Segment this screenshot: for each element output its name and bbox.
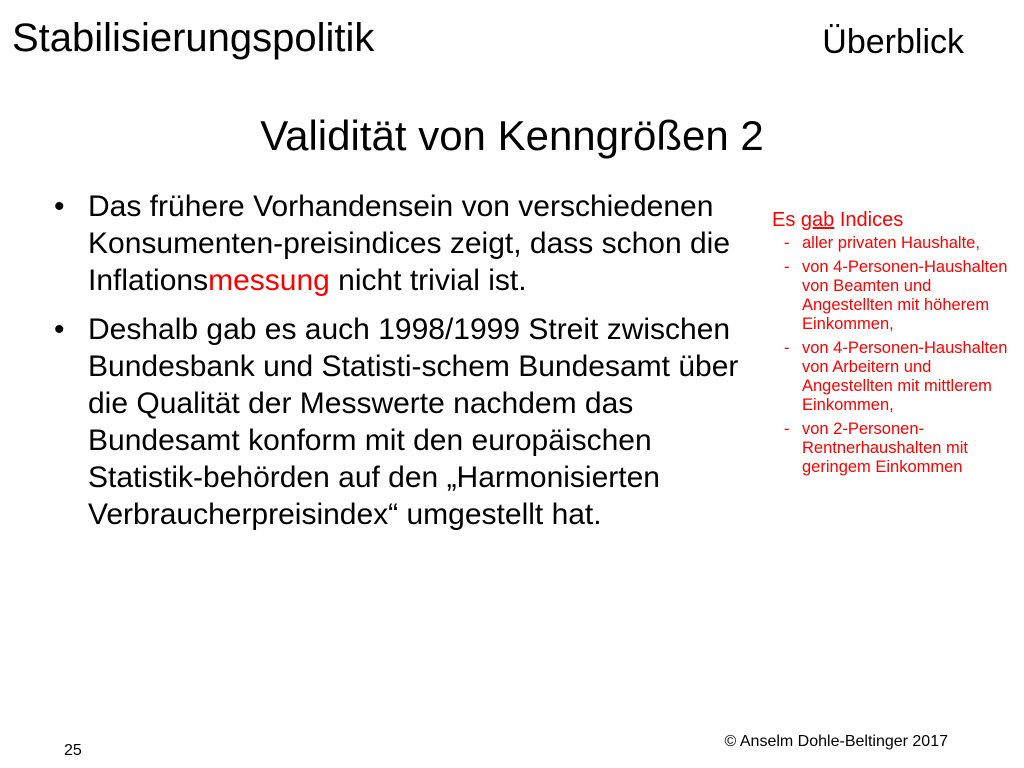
slide-title: Validität von Kenngrößen 2 xyxy=(260,112,764,159)
bullet-highlight: messung xyxy=(208,264,330,297)
bullet-text-after: nicht trivial ist. xyxy=(329,264,527,297)
sidebar-list-item xyxy=(772,234,1012,253)
sidebar-heading xyxy=(772,206,1012,234)
sidebar-item-text: von 4-Personen-Haushalten von Beamten und Angestellten mit höherem Einkommen, xyxy=(802,258,1008,333)
bullet-text: Deshalb gab es auch 1998/1999 Streit zwischen Bundesbank und Statisti-schem Bundesamt über die Qualität der Messwerte nachdem das Bundesamt konform mit den europäischen Statistik-behörden auf den „Harmonisierten Verbraucherpreisindex“ umgestellt hat. xyxy=(88,313,739,531)
sidebar-list-item xyxy=(772,420,1012,477)
sidebar-heading-underlined: gab xyxy=(800,209,835,231)
header-title: Stabilisierungspolitik xyxy=(12,16,375,60)
sidebar-heading-pre: Es xyxy=(772,209,801,231)
bullet-list xyxy=(46,188,746,545)
dash-icon: - xyxy=(784,420,790,438)
bullet-dot-icon: • xyxy=(54,313,65,346)
copyright-notice: © Anselm Dohle-Beltinger 2017 xyxy=(724,733,948,750)
bullet-item xyxy=(46,311,746,533)
sidebar-item-text: aller privaten Haushalte, xyxy=(802,234,980,252)
sidebar-list-item xyxy=(772,258,1012,334)
sidebar-item-text: von 4-Personen-Haushalten von Arbeitern und Angestellten mit mittlerem Einkommen, xyxy=(802,339,1008,414)
bullet-item xyxy=(46,188,746,299)
sidebar-list-item xyxy=(772,339,1012,415)
page-number: 25 xyxy=(64,742,82,759)
sidebar-list xyxy=(772,234,1012,477)
bullet-dot-icon: • xyxy=(54,190,65,223)
sidebar-note xyxy=(772,206,1012,482)
sidebar-heading-post: Indices xyxy=(834,209,904,231)
header-section: Überblick xyxy=(822,23,964,61)
sidebar-item-text: von 2-Personen-Rentnerhaushalten mit geringem Einkommen xyxy=(802,420,969,476)
bullet-text-before: Das frühere Vorhandensein von verschiedenen Konsumenten-preisindices zeigt, dass schon die Inflations xyxy=(88,190,731,297)
dash-icon: - xyxy=(784,339,790,357)
dash-icon: - xyxy=(784,234,790,252)
dash-icon: - xyxy=(784,258,790,276)
